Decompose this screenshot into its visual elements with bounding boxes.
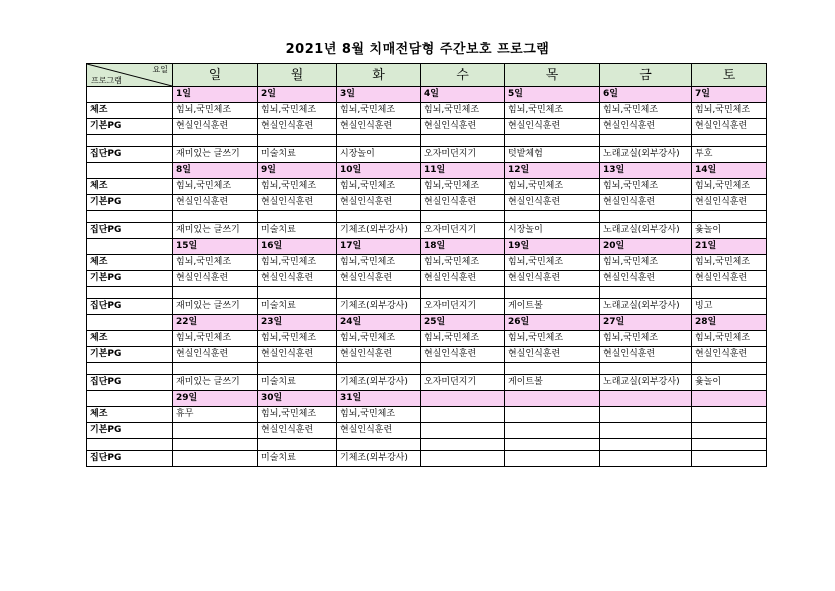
- exercise-cell-tue: 힘뇌,국민체조: [337, 331, 421, 347]
- basic-program-row: [87, 423, 767, 439]
- date-cell-tue: 17일: [337, 239, 421, 255]
- exercise-row: [87, 331, 767, 347]
- exercise-cell-fri: 힘뇌,국민체조: [600, 103, 692, 119]
- basic-cell-tue: 현실인식훈련: [337, 271, 421, 287]
- basic-program-row: [87, 195, 767, 211]
- exercise-cell-sat: 힘뇌,국민체조: [692, 255, 767, 271]
- basic-row-label: 기본PG: [87, 195, 173, 211]
- spacer-cell: [87, 287, 173, 299]
- spacer-row: [87, 287, 767, 299]
- day-header-fri: 금: [600, 64, 692, 87]
- basic-cell-sun: 현실인식훈련: [173, 195, 258, 211]
- exercise-cell-sun: 힘뇌,국민체조: [173, 331, 258, 347]
- date-cell-fri: 13일: [600, 163, 692, 179]
- exercise-row: [87, 179, 767, 195]
- group-program-row: [87, 375, 767, 391]
- basic-row-label: 기본PG: [87, 347, 173, 363]
- spacer-cell: [173, 135, 258, 147]
- basic-cell-mon: 현실인식훈련: [258, 195, 337, 211]
- date-cell-wed: 4일: [421, 87, 505, 103]
- spacer-cell: [505, 363, 600, 375]
- spacer-row: [87, 211, 767, 223]
- spacer-cell: [337, 363, 421, 375]
- row-label-empty: [87, 391, 173, 407]
- group-cell-thu: 게이트볼: [505, 299, 600, 315]
- basic-cell-sun: 현실인식훈련: [173, 347, 258, 363]
- spacer-cell: [258, 135, 337, 147]
- date-cell-sat: [692, 391, 767, 407]
- row-label-empty: [87, 315, 173, 331]
- spacer-row: [87, 135, 767, 147]
- exercise-row-label: 체조: [87, 407, 173, 423]
- day-header-wed: 수: [421, 64, 505, 87]
- group-cell-sun: 재미있는 글쓰기: [173, 299, 258, 315]
- spacer-cell: [600, 135, 692, 147]
- date-cell-tue: 24일: [337, 315, 421, 331]
- basic-cell-sat: 현실인식훈련: [692, 347, 767, 363]
- date-cell-fri: [600, 391, 692, 407]
- basic-cell-sun: [173, 423, 258, 439]
- exercise-row: [87, 255, 767, 271]
- day-header-mon: 월: [258, 64, 337, 87]
- day-header-sun: 일: [173, 64, 258, 87]
- group-cell-sat: 투호: [692, 147, 767, 163]
- basic-cell-wed: 현실인식훈련: [421, 119, 505, 135]
- group-row-label: 집단PG: [87, 223, 173, 239]
- exercise-cell-mon: 힘뇌,국민체조: [258, 179, 337, 195]
- exercise-cell-fri: 힘뇌,국민체조: [600, 331, 692, 347]
- basic-row-label: 기본PG: [87, 423, 173, 439]
- exercise-cell-fri: 힘뇌,국민체조: [600, 179, 692, 195]
- exercise-cell-sat: 힘뇌,국민체조: [692, 103, 767, 119]
- spacer-cell: [87, 211, 173, 223]
- group-program-row: [87, 147, 767, 163]
- spacer-cell: [505, 287, 600, 299]
- group-cell-fri: [600, 451, 692, 467]
- exercise-cell-wed: 힘뇌,국민체조: [421, 103, 505, 119]
- basic-cell-mon: 현실인식훈련: [258, 271, 337, 287]
- spacer-cell: [421, 287, 505, 299]
- date-cell-thu: [505, 391, 600, 407]
- exercise-row-label: 체조: [87, 255, 173, 271]
- day-header-sat: 토: [692, 64, 767, 87]
- date-cell-sat: 7일: [692, 87, 767, 103]
- date-cell-thu: 12일: [505, 163, 600, 179]
- group-cell-thu: 텃밭체험: [505, 147, 600, 163]
- group-cell-sat: 윷놀이: [692, 223, 767, 239]
- group-cell-tue: 기체조(외부강사): [337, 451, 421, 467]
- group-cell-wed: 오자미던지기: [421, 223, 505, 239]
- spacer-cell: [173, 211, 258, 223]
- group-cell-mon: 미술치료: [258, 147, 337, 163]
- corner-day-label: 요일: [152, 65, 168, 74]
- day-header-thu: 목: [505, 64, 600, 87]
- exercise-cell-wed: 힘뇌,국민체조: [421, 255, 505, 271]
- exercise-cell-mon: 힘뇌,국민체조: [258, 255, 337, 271]
- group-program-row: [87, 299, 767, 315]
- schedule-body: [87, 64, 767, 467]
- group-row-label: 집단PG: [87, 375, 173, 391]
- basic-cell-thu: [505, 423, 600, 439]
- group-cell-tue: 기체조(외부강사): [337, 375, 421, 391]
- date-cell-tue: 3일: [337, 87, 421, 103]
- group-cell-tue: 시장놀이: [337, 147, 421, 163]
- date-cell-sat: 28일: [692, 315, 767, 331]
- spacer-cell: [505, 135, 600, 147]
- date-cell-tue: 31일: [337, 391, 421, 407]
- date-cell-fri: 6일: [600, 87, 692, 103]
- basic-cell-tue: 현실인식훈련: [337, 423, 421, 439]
- exercise-cell-thu: 힘뇌,국민체조: [505, 103, 600, 119]
- spacer-cell: [600, 211, 692, 223]
- group-cell-sun: 재미있는 글쓰기: [173, 223, 258, 239]
- basic-cell-fri: 현실인식훈련: [600, 271, 692, 287]
- group-row-label: 집단PG: [87, 451, 173, 467]
- spacer-cell: [421, 439, 505, 451]
- group-cell-sun: [173, 451, 258, 467]
- group-cell-thu: [505, 451, 600, 467]
- spacer-cell: [337, 287, 421, 299]
- basic-cell-thu: 현실인식훈련: [505, 195, 600, 211]
- spacer-cell: [173, 287, 258, 299]
- day-header-tue: 화: [337, 64, 421, 87]
- group-cell-wed: 오자미던지기: [421, 147, 505, 163]
- group-cell-fri: 노래교실(외부강사): [600, 375, 692, 391]
- group-cell-sat: 윷놀이: [692, 375, 767, 391]
- basic-cell-mon: 현실인식훈련: [258, 347, 337, 363]
- basic-cell-sat: 현실인식훈련: [692, 195, 767, 211]
- row-label-empty: [87, 163, 173, 179]
- basic-cell-wed: 현실인식훈련: [421, 347, 505, 363]
- group-cell-thu: 게이트볼: [505, 375, 600, 391]
- spacer-cell: [337, 135, 421, 147]
- basic-program-row: [87, 347, 767, 363]
- exercise-cell-tue: 힘뇌,국민체조: [337, 103, 421, 119]
- schedule-table: [86, 63, 767, 467]
- exercise-cell-sat: [692, 407, 767, 423]
- basic-cell-fri: 현실인식훈련: [600, 119, 692, 135]
- spacer-cell: [692, 211, 767, 223]
- date-cell-thu: 19일: [505, 239, 600, 255]
- group-cell-wed: [421, 451, 505, 467]
- spacer-cell: [421, 363, 505, 375]
- group-cell-sun: 재미있는 글쓰기: [173, 375, 258, 391]
- basic-cell-sat: 현실인식훈련: [692, 271, 767, 287]
- spacer-cell: [337, 211, 421, 223]
- exercise-cell-mon: 힘뇌,국민체조: [258, 407, 337, 423]
- date-cell-wed: 18일: [421, 239, 505, 255]
- exercise-cell-mon: 힘뇌,국민체조: [258, 103, 337, 119]
- group-cell-tue: 기체조(외부강사): [337, 299, 421, 315]
- date-row: [87, 391, 767, 407]
- exercise-cell-wed: 힘뇌,국민체조: [421, 331, 505, 347]
- group-cell-sat: [692, 451, 767, 467]
- basic-cell-thu: 현실인식훈련: [505, 119, 600, 135]
- exercise-row: [87, 407, 767, 423]
- date-cell-thu: 5일: [505, 87, 600, 103]
- group-cell-thu: 시장놀이: [505, 223, 600, 239]
- basic-cell-fri: [600, 423, 692, 439]
- spacer-row: [87, 363, 767, 375]
- exercise-cell-fri: [600, 407, 692, 423]
- basic-program-row: [87, 119, 767, 135]
- date-cell-mon: 9일: [258, 163, 337, 179]
- exercise-cell-fri: 힘뇌,국민체조: [600, 255, 692, 271]
- exercise-cell-thu: 힘뇌,국민체조: [505, 255, 600, 271]
- group-cell-wed: 오자미던지기: [421, 375, 505, 391]
- spacer-cell: [173, 363, 258, 375]
- basic-cell-thu: 현실인식훈련: [505, 347, 600, 363]
- date-cell-thu: 26일: [505, 315, 600, 331]
- spacer-cell: [87, 363, 173, 375]
- exercise-cell-tue: 힘뇌,국민체조: [337, 255, 421, 271]
- spacer-cell: [258, 211, 337, 223]
- date-cell-mon: 2일: [258, 87, 337, 103]
- corner-program-label: 프로그램: [91, 76, 122, 85]
- day-header-row: [87, 64, 767, 87]
- group-cell-sat: 빙고: [692, 299, 767, 315]
- date-cell-tue: 10일: [337, 163, 421, 179]
- exercise-cell-wed: [421, 407, 505, 423]
- date-row: [87, 87, 767, 103]
- basic-cell-sat: 현실인식훈련: [692, 119, 767, 135]
- group-cell-fri: 노래교실(외부강사): [600, 147, 692, 163]
- spacer-cell: [600, 287, 692, 299]
- date-cell-sat: 14일: [692, 163, 767, 179]
- date-cell-sun: 22일: [173, 315, 258, 331]
- spacer-cell: [505, 439, 600, 451]
- spacer-cell: [87, 135, 173, 147]
- date-cell-fri: 20일: [600, 239, 692, 255]
- group-cell-mon: 미술치료: [258, 451, 337, 467]
- basic-cell-wed: [421, 423, 505, 439]
- exercise-cell-sat: 힘뇌,국민체조: [692, 179, 767, 195]
- basic-cell-mon: 현실인식훈련: [258, 423, 337, 439]
- date-cell-sun: 29일: [173, 391, 258, 407]
- group-program-row: [87, 451, 767, 467]
- date-cell-mon: 30일: [258, 391, 337, 407]
- group-cell-wed: 오자미던지기: [421, 299, 505, 315]
- spacer-cell: [87, 439, 173, 451]
- spacer-cell: [692, 135, 767, 147]
- exercise-cell-sun: 힘뇌,국민체조: [173, 103, 258, 119]
- basic-row-label: 기본PG: [87, 271, 173, 287]
- exercise-cell-sun: 힘뇌,국민체조: [173, 255, 258, 271]
- exercise-row-label: 체조: [87, 179, 173, 195]
- spacer-cell: [692, 439, 767, 451]
- date-cell-sun: 1일: [173, 87, 258, 103]
- exercise-cell-sun: 휴무: [173, 407, 258, 423]
- spacer-cell: [337, 439, 421, 451]
- exercise-cell-tue: 힘뇌,국민체조: [337, 179, 421, 195]
- group-cell-tue: 기체조(외부강사): [337, 223, 421, 239]
- basic-cell-fri: 현실인식훈련: [600, 195, 692, 211]
- exercise-cell-tue: 힘뇌,국민체조: [337, 407, 421, 423]
- group-program-row: [87, 223, 767, 239]
- spacer-cell: [600, 439, 692, 451]
- date-cell-sat: 21일: [692, 239, 767, 255]
- exercise-cell-mon: 힘뇌,국민체조: [258, 331, 337, 347]
- basic-cell-sun: 현실인식훈련: [173, 119, 258, 135]
- spacer-cell: [692, 287, 767, 299]
- date-cell-mon: 23일: [258, 315, 337, 331]
- basic-program-row: [87, 271, 767, 287]
- date-row: [87, 239, 767, 255]
- spacer-cell: [173, 439, 258, 451]
- basic-cell-mon: 현실인식훈련: [258, 119, 337, 135]
- spacer-cell: [258, 439, 337, 451]
- date-cell-mon: 16일: [258, 239, 337, 255]
- basic-cell-tue: 현실인식훈련: [337, 195, 421, 211]
- date-cell-fri: 27일: [600, 315, 692, 331]
- exercise-cell-thu: [505, 407, 600, 423]
- basic-row-label: 기본PG: [87, 119, 173, 135]
- spacer-cell: [258, 363, 337, 375]
- row-label-empty: [87, 87, 173, 103]
- exercise-cell-wed: 힘뇌,국민체조: [421, 179, 505, 195]
- exercise-cell-thu: 힘뇌,국민체조: [505, 179, 600, 195]
- exercise-row-label: 체조: [87, 331, 173, 347]
- date-row: [87, 163, 767, 179]
- exercise-row-label: 체조: [87, 103, 173, 119]
- row-label-empty: [87, 239, 173, 255]
- group-cell-mon: 미술치료: [258, 299, 337, 315]
- group-row-label: 집단PG: [87, 147, 173, 163]
- date-cell-sun: 15일: [173, 239, 258, 255]
- group-cell-fri: 노래교실(외부강사): [600, 299, 692, 315]
- group-cell-fri: 노래교실(외부강사): [600, 223, 692, 239]
- spacer-cell: [505, 211, 600, 223]
- basic-cell-wed: 현실인식훈련: [421, 271, 505, 287]
- basic-cell-thu: 현실인식훈련: [505, 271, 600, 287]
- date-cell-wed: 25일: [421, 315, 505, 331]
- basic-cell-tue: 현실인식훈련: [337, 119, 421, 135]
- page-title: 2021년 8월 치매전담형 주간보호 프로그램: [285, 42, 550, 57]
- group-cell-mon: 미술치료: [258, 223, 337, 239]
- group-row-label: 집단PG: [87, 299, 173, 315]
- basic-cell-tue: 현실인식훈련: [337, 347, 421, 363]
- basic-cell-sat: [692, 423, 767, 439]
- exercise-cell-sun: 힘뇌,국민체조: [173, 179, 258, 195]
- group-cell-sun: 재미있는 글쓰기: [173, 147, 258, 163]
- date-row: [87, 315, 767, 331]
- group-cell-mon: 미술치료: [258, 375, 337, 391]
- exercise-cell-thu: 힘뇌,국민체조: [505, 331, 600, 347]
- spacer-cell: [600, 363, 692, 375]
- spacer-row: [87, 439, 767, 451]
- basic-cell-fri: 현실인식훈련: [600, 347, 692, 363]
- spacer-cell: [421, 135, 505, 147]
- date-cell-wed: [421, 391, 505, 407]
- spacer-cell: [421, 211, 505, 223]
- basic-cell-sun: 현실인식훈련: [173, 271, 258, 287]
- exercise-row: [87, 103, 767, 119]
- spacer-cell: [692, 363, 767, 375]
- spacer-cell: [258, 287, 337, 299]
- corner-header-cell: [87, 64, 173, 87]
- basic-cell-wed: 현실인식훈련: [421, 195, 505, 211]
- exercise-cell-sat: 힘뇌,국민체조: [692, 331, 767, 347]
- date-cell-wed: 11일: [421, 163, 505, 179]
- date-cell-sun: 8일: [173, 163, 258, 179]
